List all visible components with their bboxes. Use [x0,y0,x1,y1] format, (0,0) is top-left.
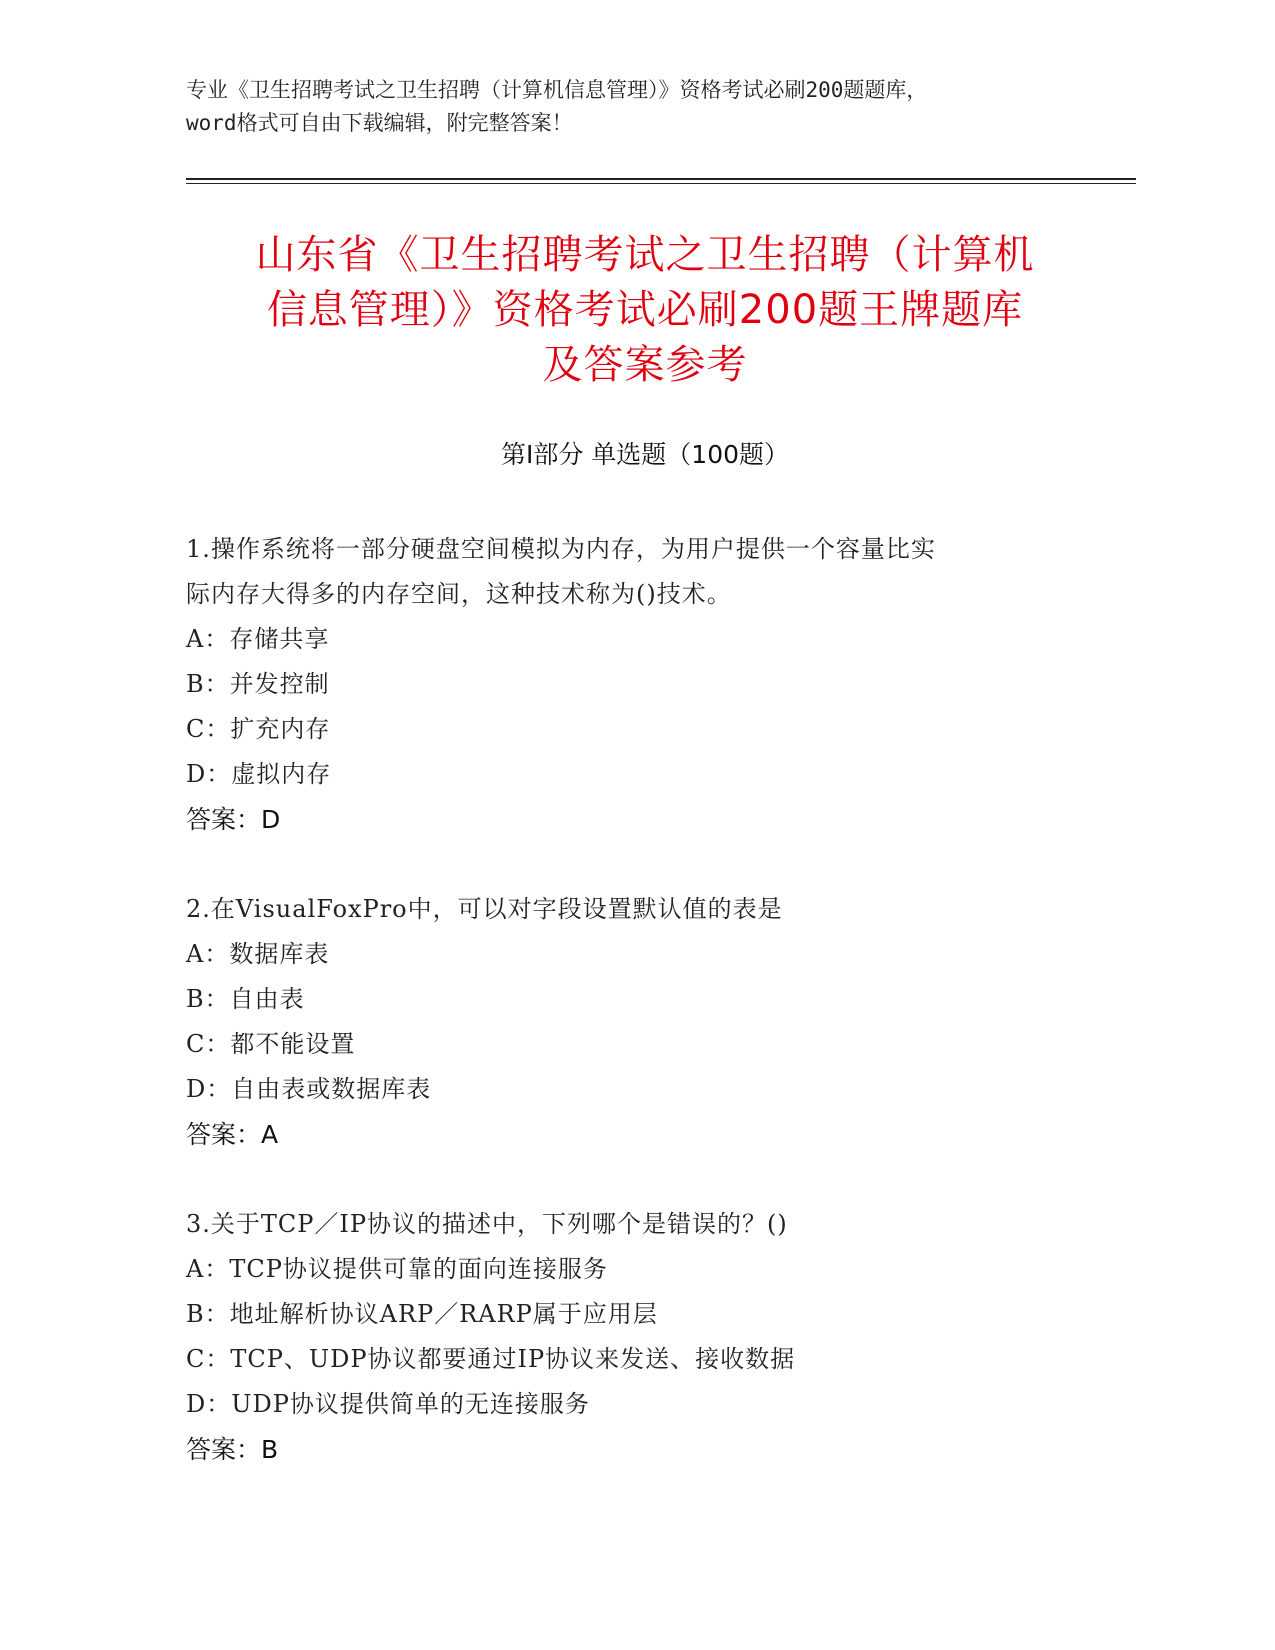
document-title-line-1: 山东省《卫生招聘考试之卫生招聘（计算机 [255,232,1035,278]
question-item-3 [186,1202,1146,1472]
option-b: B：并发控制 [186,670,330,698]
answer-key: 答案：A [186,1120,279,1149]
document-header-note [186,74,1086,140]
document-title-line-2: 信息管理）》资格考试必刷200题王牌题库 [266,287,1024,333]
answer-key: 答案：B [186,1435,279,1464]
document-title-line-3: 及答案参考 [542,342,748,388]
option-d: D：虚拟内存 [186,760,332,788]
option-d: D：UDP协议提供简单的无连接服务 [186,1390,590,1418]
option-c: C：都不能设置 [186,1030,356,1058]
question-item-1 [186,527,1146,842]
answer-key: 答案：D [186,805,281,834]
option-a: A：数据库表 [186,940,330,968]
option-c: C：TCP、UDP协议都要通过IP协议来发送、接收数据 [186,1345,796,1373]
question-stem: 2.在VisualFoxPro中，可以对字段设置默认值的表是 [186,895,783,923]
question-item-2 [186,887,1146,1157]
option-c: C：扩充内存 [186,715,331,743]
question-stem: 1.操作系统将一部分硬盘空间模拟为内存，为用户提供一个容量比实 [186,535,936,563]
header-note-line-1: 专业《卫生招聘考试之卫生招聘（计算机信息管理）》资格考试必刷200题题库， [186,78,928,102]
option-d: D：自由表或数据库表 [186,1075,432,1103]
option-b: B：自由表 [186,985,305,1013]
option-a: A：存储共享 [186,625,330,653]
question-stem: 3.关于TCP／IP协议的描述中，下列哪个是错误的？() [186,1210,788,1238]
header-note-line-2: word格式可自由下载编辑，附完整答案！ [186,111,573,135]
question-list [186,527,1146,1517]
header-divider-thick [186,178,1136,180]
document-title [150,228,1140,393]
option-a: A：TCP协议提供可靠的面向连接服务 [186,1255,608,1283]
header-divider-thin [186,183,1136,184]
question-stem-continued: 际内存大得多的内存空间，这种技术称为()技术。 [186,580,732,608]
option-b: B：地址解析协议ARP／RARP属于应用层 [186,1300,658,1328]
section-heading: 第Ⅰ部分 单选题（100题） [500,440,790,469]
